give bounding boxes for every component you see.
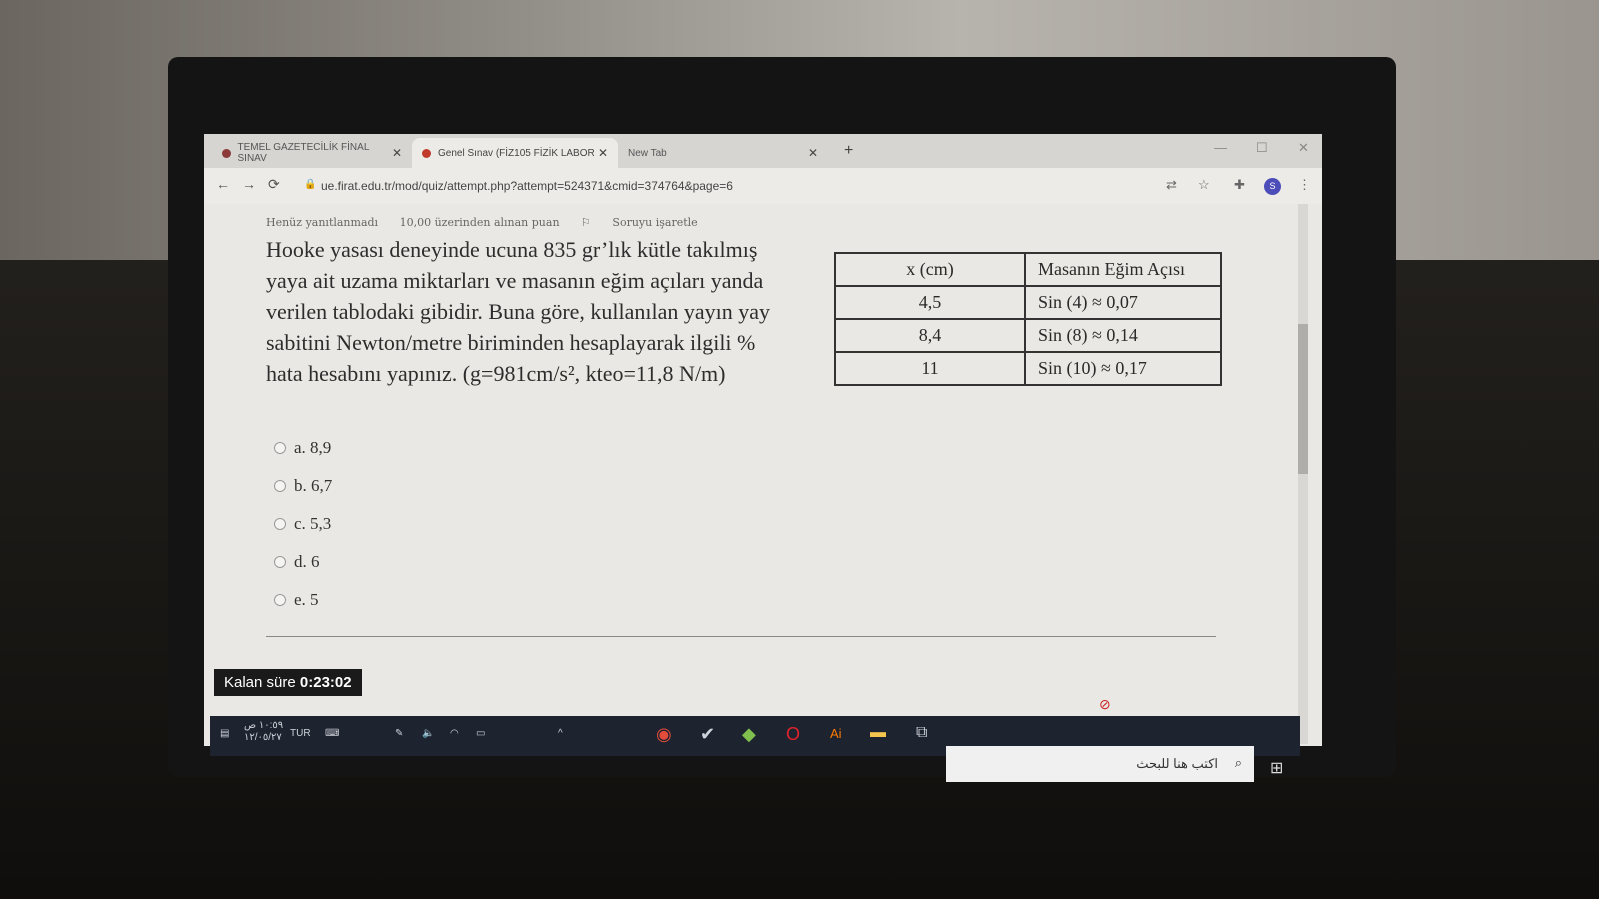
tab-genel-sinav[interactable] (412, 138, 618, 168)
radio-button[interactable] (274, 442, 286, 454)
radio-button[interactable] (274, 556, 286, 568)
reload-icon[interactable]: ⟳ (268, 176, 280, 192)
forward-icon[interactable]: → (242, 176, 256, 192)
pen-icon[interactable]: ✎ (395, 728, 404, 739)
table-cell: 8,4 (835, 319, 1025, 352)
question-text (266, 234, 826, 389)
lock-icon: 🔒 (304, 179, 317, 190)
star-icon[interactable]: ☆ (1198, 177, 1210, 192)
question-status: Henüz yanıtlanmadı (266, 216, 379, 229)
minimize-icon[interactable]: — (1214, 140, 1227, 155)
quiz-page (204, 204, 1304, 746)
table-cell: Sin (8) ≈ 0,14 (1025, 319, 1221, 352)
radio-button[interactable] (274, 518, 286, 530)
table-row (835, 319, 1221, 352)
question-line: sabitini Newton/metre biriminden hesaplayarak ilgili % (266, 330, 756, 355)
clock[interactable] (244, 720, 283, 744)
option-label: e. 5 (294, 590, 319, 609)
tab-label: TEMEL GAZETECİLİK FİNAL SINAV (237, 142, 370, 164)
taskbar-search[interactable] (946, 746, 1254, 782)
radio-button[interactable] (274, 480, 286, 492)
table-row (835, 352, 1221, 385)
close-icon[interactable]: ✕ (597, 146, 608, 160)
table-cell: Sin (4) ≈ 0,07 (1025, 286, 1221, 319)
maximize-icon[interactable]: ☐ (1256, 140, 1268, 155)
clock-time: ١٠:٥٩ ص (244, 720, 284, 731)
option-b[interactable] (274, 467, 332, 505)
clock-date: ١٢/٠٥/٢٧ (244, 732, 282, 743)
tab-new[interactable] (618, 138, 828, 168)
table-cell: 11 (835, 352, 1025, 385)
option-label: d. 6 (294, 552, 320, 571)
keyboard-icon[interactable]: ⌨ (325, 728, 340, 739)
menu-icon[interactable]: ⋮ (1298, 177, 1311, 192)
translate-icon[interactable]: ⇄ (1166, 177, 1177, 192)
search-icon: ⌕ (1234, 755, 1242, 770)
option-c[interactable] (274, 505, 332, 543)
search-placeholder: اكتب هنا للبحث (1136, 756, 1218, 771)
volume-icon[interactable]: 🔈 (422, 728, 435, 739)
table-cell: Sin (10) ≈ 0,17 (1025, 352, 1221, 385)
folder-icon[interactable]: ▬ (870, 724, 886, 741)
question-info (266, 216, 734, 229)
question-points: 10,00 üzerinden alınan puan (399, 216, 560, 229)
wifi-icon[interactable]: ◠ (450, 728, 459, 739)
option-e[interactable] (274, 581, 332, 619)
tab-strip (204, 134, 1322, 168)
browser-toolbar (204, 168, 1322, 204)
back-icon[interactable]: ← (216, 176, 230, 192)
scrollbar-thumb[interactable] (1298, 324, 1308, 474)
close-icon[interactable]: ✕ (807, 146, 818, 160)
windows-start-icon[interactable]: ⊞ (1270, 760, 1284, 777)
timer-value: 0:23:02 (299, 674, 352, 691)
browser-window (204, 134, 1322, 746)
flag-icon: ⚐ (581, 216, 591, 229)
tab-label: New Tab (628, 147, 667, 159)
table-row (835, 286, 1221, 319)
table-header: x (cm) (835, 253, 1025, 286)
task-view-icon[interactable]: ⧉ (916, 724, 928, 741)
tab-label: Genel Sınav (FİZ105 FİZİK LABOR (438, 147, 595, 159)
app-icon[interactable]: ◆ (742, 724, 756, 744)
answer-options (274, 429, 332, 619)
language-indicator[interactable]: TUR (290, 728, 311, 739)
question-line: yaya ait uzama miktarları ve masanın eğim açıları yanda (266, 268, 764, 293)
tab-favicon-icon (422, 149, 431, 158)
opera-icon[interactable]: O (786, 724, 801, 744)
option-label: a. 8,9 (294, 438, 332, 457)
address-bar[interactable]: ue.firat.edu.tr/mod/quiz/attempt.php?attempt=524371&cmid=374764&page=6 (321, 179, 733, 193)
flag-question[interactable] (581, 216, 716, 229)
flag-label: Soruyu işaretle (612, 216, 698, 229)
chrome-icon[interactable]: ◉ (656, 724, 672, 744)
divider (266, 636, 1216, 637)
illustrator-icon[interactable]: Ai (830, 726, 842, 741)
tab-favicon-icon (222, 149, 231, 158)
countdown-timer (214, 669, 362, 696)
question-line: verilen tablodaki gibidir. Buna göre, kullanılan yayın yay (266, 299, 771, 324)
option-a[interactable] (274, 429, 332, 467)
profile-avatar[interactable]: S (1264, 178, 1281, 195)
close-window-icon[interactable]: ✕ (1298, 140, 1309, 155)
question-line: hata hesabını yapınız. (g=981cm/s², kteo=11,8 N/m) (266, 361, 726, 386)
option-label: b. 6,7 (294, 476, 333, 495)
table-header-row (835, 253, 1221, 286)
not-allowed-icon: ⊘ (1099, 696, 1111, 712)
notification-icon[interactable]: ▤ (220, 728, 230, 739)
timer-label: Kalan süre (224, 674, 296, 691)
table-cell: 4,5 (835, 286, 1025, 319)
new-tab-button[interactable]: + (844, 142, 854, 159)
question-line: Hooke yasası deneyinde ucuna 835 gr’lık kütle takılmış (266, 237, 758, 262)
table-header: Masanın Eğim Açısı (1025, 253, 1221, 286)
option-d[interactable] (274, 543, 332, 581)
data-table (834, 252, 1222, 386)
option-label: c. 5,3 (294, 514, 332, 533)
radio-button[interactable] (274, 594, 286, 606)
close-icon[interactable]: ✕ (391, 146, 402, 160)
chevron-up-icon[interactable]: ^ (558, 728, 563, 739)
battery-icon[interactable]: ▭ (476, 728, 486, 739)
tab-gazetecilik[interactable] (212, 138, 412, 168)
scrollbar[interactable] (1298, 204, 1308, 744)
extensions-icon[interactable]: ✚ (1234, 177, 1245, 192)
steam-icon[interactable]: ✔ (700, 724, 716, 744)
